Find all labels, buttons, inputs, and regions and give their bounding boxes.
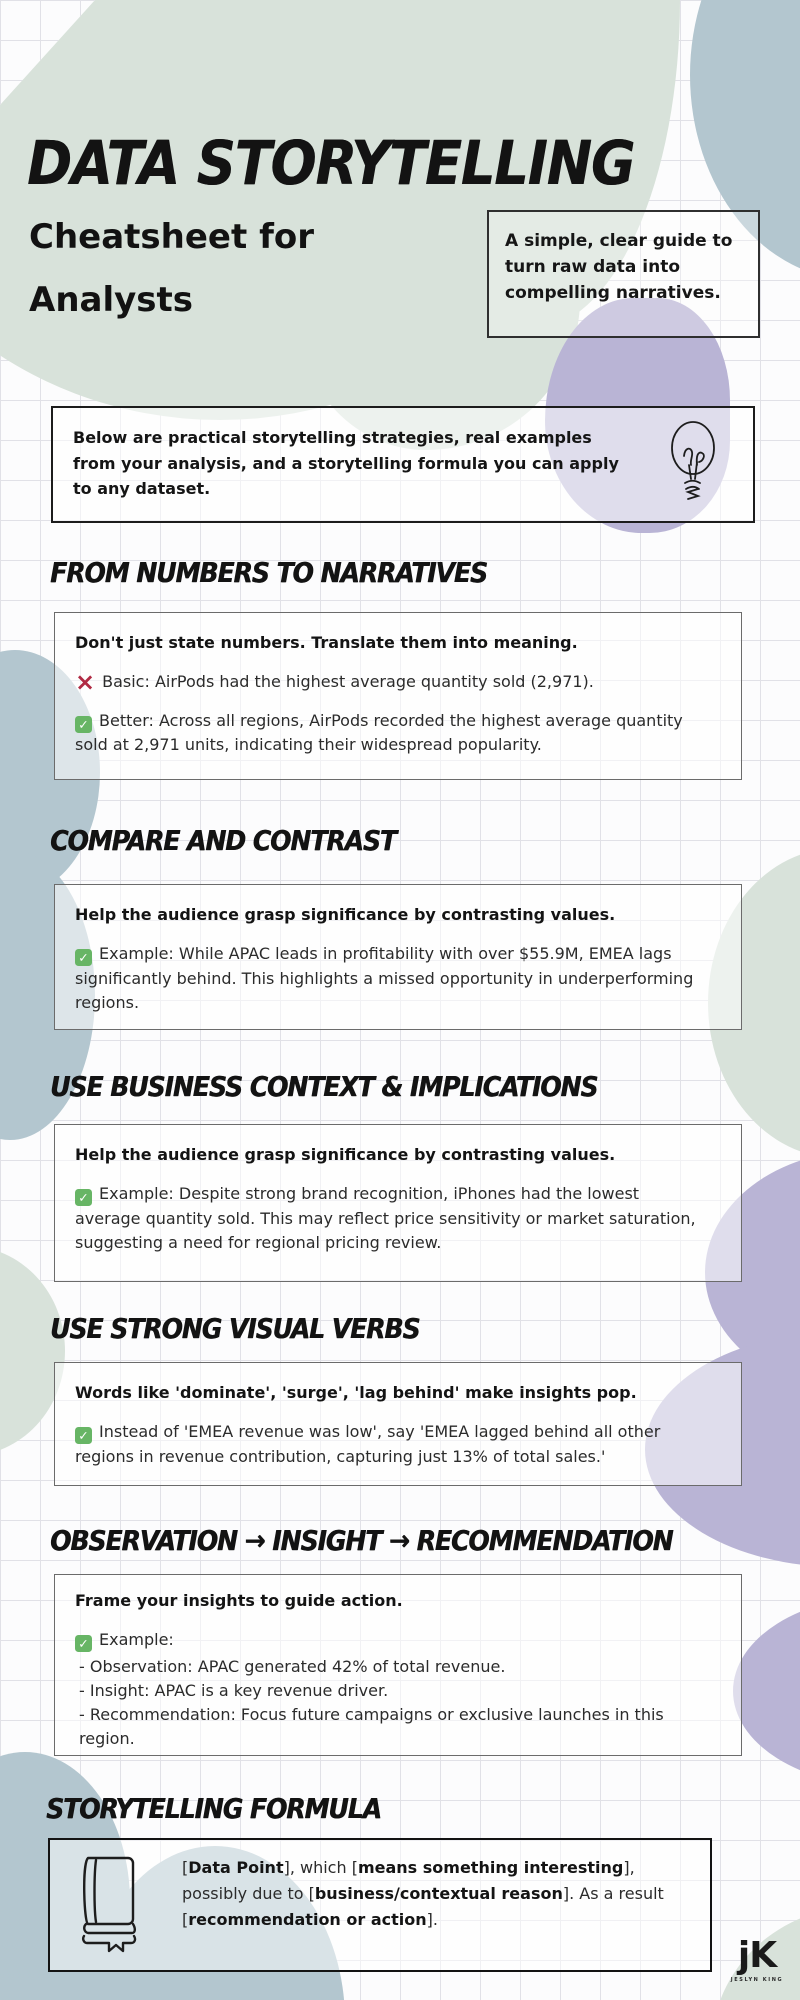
page-subtitle [29, 206, 314, 332]
example-text: Example: [99, 1629, 174, 1649]
section-box-numbers-to-narratives [54, 612, 742, 780]
example [75, 1182, 705, 1256]
intro-text: Below are practical storytelling strategies, real examples from your analysis, and a storytelling formula you can apply to any dataset. [73, 428, 619, 499]
check-mark-icon: ✓ [75, 949, 92, 966]
recommendation-line: - Recommendation: Focus future campaigns or exclusive launches in this region. [79, 1704, 664, 1748]
example [75, 1628, 705, 1653]
brand-logo-caption: JESLYN KING [730, 1977, 784, 1983]
section-lead: Don't just state numbers. Translate them into meaning. [75, 633, 578, 652]
section-title-observation-insight-recommendation: OBSERVATION → INSIGHT → RECOMMENDATION [50, 1524, 673, 1557]
example [75, 1420, 705, 1470]
example-basic [75, 667, 705, 696]
example-text: Basic: AirPods had the highest average quantity sold (2,971). [102, 671, 594, 691]
example-text: Example: Despite strong brand recognition, iPhones had the lowest average quantity sold. This may reflect price sensitivity or market saturation, suggesting a need for regional pricing review. [75, 1183, 696, 1253]
section-box-business-context [54, 1124, 742, 1282]
check-mark-icon: ✓ [75, 1635, 92, 1652]
brand-logo-mark: jK [737, 1935, 777, 1976]
formula-text: [Data Point], which [means something interesting], possibly due to [business/contextual reason]. As a result [recommendation or action]. [182, 1858, 664, 1929]
section-title-visual-verbs: USE STRONG VISUAL VERBS [50, 1312, 420, 1345]
lightbulb-icon [661, 419, 723, 513]
example-better [75, 709, 705, 759]
section-box-observation-insight-recommendation [54, 1574, 742, 1756]
book-icon [70, 1850, 150, 1954]
section-lead: Help the audience grasp significance by contrasting values. [75, 905, 616, 924]
brand-logo [722, 1935, 792, 1983]
section-title-compare-contrast: COMPARE AND CONTRAST [50, 824, 396, 857]
section-lead: Words like 'dominate', 'surge', 'lag behind' make insights pop. [75, 1383, 637, 1402]
insight-line: - Insight: APAC is a key revenue driver. [79, 1680, 389, 1700]
section-title-numbers-to-narratives: FROM NUMBERS TO NARRATIVES [50, 556, 487, 589]
section-title-business-context: USE BUSINESS CONTEXT & IMPLICATIONS [50, 1070, 598, 1103]
subtitle-line: Cheatsheet for [29, 217, 314, 257]
example-text: Instead of 'EMEA revenue was low', say 'EMEA lagged behind all other regions in revenue contribution, capturing just 13% of total sales.' [75, 1421, 661, 1466]
cross-mark-icon: × [75, 667, 96, 696]
section-box-compare-contrast [54, 884, 742, 1030]
example-text: Better: Across all regions, AirPods recorded the highest average quantity sold at 2,971 units, indicating their widespread popularity. [75, 710, 683, 755]
page-title: DATA STORYTELLING [27, 128, 635, 199]
check-mark-icon: ✓ [75, 1189, 92, 1206]
example-text: Example: While APAC leads in profitability with over $55.9M, EMEA lags significantly behind. This highlights a missed opportunity in underperforming regions. [75, 943, 694, 1013]
intro-box [51, 406, 755, 523]
section-box-visual-verbs [54, 1362, 742, 1486]
formula-box [48, 1838, 712, 1972]
example [75, 942, 705, 1016]
section-lead: Help the audience grasp significance by contrasting values. [75, 1145, 616, 1164]
check-mark-icon: ✓ [75, 1427, 92, 1444]
observation-line: - Observation: APAC generated 42% of total revenue. [79, 1656, 506, 1676]
check-mark-icon: ✓ [75, 716, 92, 733]
tagline-box [487, 210, 760, 338]
tagline-text: A simple, clear guide to turn raw data into compelling narratives. [505, 231, 733, 303]
subtitle-line: Analysts [29, 279, 194, 320]
section-title-storytelling-formula: STORYTELLING FORMULA [46, 1792, 381, 1825]
section-lead: Frame your insights to guide action. [75, 1591, 403, 1610]
